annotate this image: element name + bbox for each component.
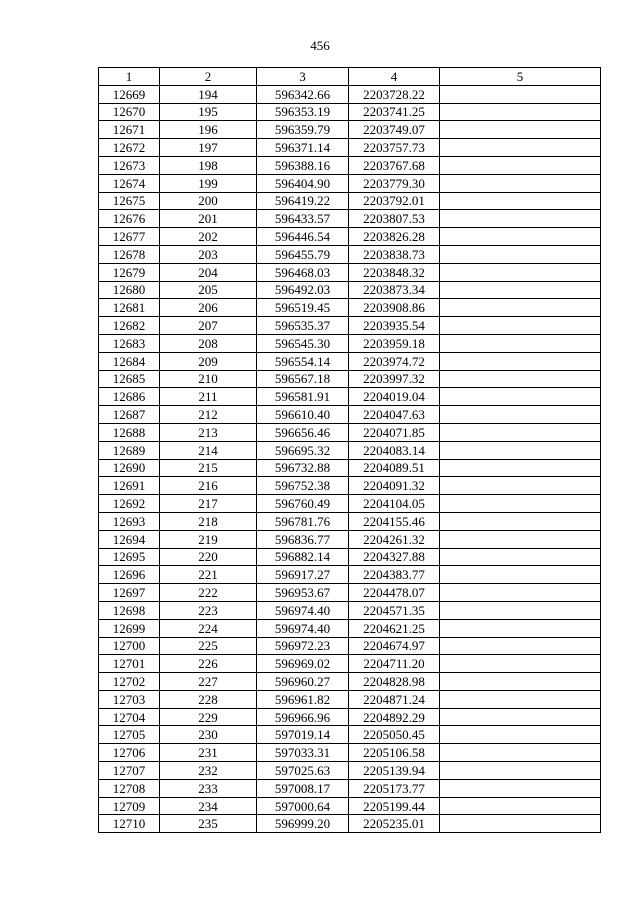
point-number-cell: 216 xyxy=(160,477,257,495)
table-row xyxy=(99,655,601,673)
point-id-cell: 12696 xyxy=(99,566,160,584)
point-number-cell: 215 xyxy=(160,459,257,477)
point-number-cell: 231 xyxy=(160,744,257,762)
x-coordinate-cell: 596371.14 xyxy=(257,139,349,157)
column-header-5: 5 xyxy=(440,68,601,86)
table-row xyxy=(99,441,601,459)
point-number-cell: 211 xyxy=(160,388,257,406)
note-cell xyxy=(440,263,601,281)
note-cell xyxy=(440,530,601,548)
note-cell xyxy=(440,299,601,317)
table-row xyxy=(99,673,601,691)
x-coordinate-cell: 596359.79 xyxy=(257,121,349,139)
x-coordinate-cell: 596917.27 xyxy=(257,566,349,584)
y-coordinate-cell: 2204892.29 xyxy=(349,708,440,726)
x-coordinate-cell: 596966.96 xyxy=(257,708,349,726)
point-id-cell: 12682 xyxy=(99,317,160,335)
x-coordinate-cell: 596610.40 xyxy=(257,406,349,424)
point-id-cell: 12685 xyxy=(99,370,160,388)
point-id-cell: 12671 xyxy=(99,121,160,139)
point-number-cell: 229 xyxy=(160,708,257,726)
note-cell xyxy=(440,726,601,744)
note-cell xyxy=(440,690,601,708)
table-row xyxy=(99,228,601,246)
y-coordinate-cell: 2204828.98 xyxy=(349,673,440,691)
y-coordinate-cell: 2203779.30 xyxy=(349,174,440,192)
note-cell xyxy=(440,281,601,299)
x-coordinate-cell: 596581.91 xyxy=(257,388,349,406)
table-row xyxy=(99,779,601,797)
table-row xyxy=(99,103,601,121)
x-coordinate-cell: 596836.77 xyxy=(257,530,349,548)
note-cell xyxy=(440,815,601,833)
x-coordinate-cell: 596545.30 xyxy=(257,334,349,352)
y-coordinate-cell: 2204071.85 xyxy=(349,423,440,441)
point-number-cell: 221 xyxy=(160,566,257,584)
point-id-cell: 12707 xyxy=(99,762,160,780)
table-row xyxy=(99,548,601,566)
x-coordinate-cell: 596752.38 xyxy=(257,477,349,495)
note-cell xyxy=(440,210,601,228)
note-cell xyxy=(440,156,601,174)
x-coordinate-cell: 596455.79 xyxy=(257,245,349,263)
point-number-cell: 234 xyxy=(160,797,257,815)
y-coordinate-cell: 2204083.14 xyxy=(349,441,440,459)
note-cell xyxy=(440,121,601,139)
y-coordinate-cell: 2203908.86 xyxy=(349,299,440,317)
table-row xyxy=(99,334,601,352)
note-cell xyxy=(440,619,601,637)
point-number-cell: 208 xyxy=(160,334,257,352)
y-coordinate-cell: 2203728.22 xyxy=(349,85,440,103)
point-number-cell: 220 xyxy=(160,548,257,566)
point-number-cell: 210 xyxy=(160,370,257,388)
point-number-cell: 232 xyxy=(160,762,257,780)
page-number: 456 xyxy=(310,38,330,53)
column-header-1: 1 xyxy=(99,68,160,86)
point-number-cell: 219 xyxy=(160,530,257,548)
table-row xyxy=(99,85,601,103)
point-id-cell: 12678 xyxy=(99,245,160,263)
y-coordinate-cell: 2205050.45 xyxy=(349,726,440,744)
x-coordinate-cell: 596972.23 xyxy=(257,637,349,655)
x-coordinate-cell: 596468.03 xyxy=(257,263,349,281)
point-id-cell: 12695 xyxy=(99,548,160,566)
note-cell xyxy=(440,406,601,424)
table-row xyxy=(99,584,601,602)
note-cell xyxy=(440,103,601,121)
point-id-cell: 12697 xyxy=(99,584,160,602)
y-coordinate-cell: 2203792.01 xyxy=(349,192,440,210)
note-cell xyxy=(440,370,601,388)
point-number-cell: 198 xyxy=(160,156,257,174)
point-id-cell: 12677 xyxy=(99,228,160,246)
x-coordinate-cell: 597025.63 xyxy=(257,762,349,780)
point-number-cell: 226 xyxy=(160,655,257,673)
x-coordinate-cell: 596656.46 xyxy=(257,423,349,441)
y-coordinate-cell: 2203749.07 xyxy=(349,121,440,139)
note-cell xyxy=(440,388,601,406)
point-id-cell: 12681 xyxy=(99,299,160,317)
x-coordinate-cell: 596999.20 xyxy=(257,815,349,833)
note-cell xyxy=(440,548,601,566)
point-number-cell: 235 xyxy=(160,815,257,833)
point-number-cell: 194 xyxy=(160,85,257,103)
table-row xyxy=(99,690,601,708)
point-number-cell: 200 xyxy=(160,192,257,210)
note-cell xyxy=(440,352,601,370)
table-row xyxy=(99,423,601,441)
note-cell xyxy=(440,334,601,352)
y-coordinate-cell: 2204674.97 xyxy=(349,637,440,655)
point-number-cell: 199 xyxy=(160,174,257,192)
point-number-cell: 204 xyxy=(160,263,257,281)
point-id-cell: 12672 xyxy=(99,139,160,157)
coordinates-table xyxy=(98,67,601,833)
x-coordinate-cell: 596404.90 xyxy=(257,174,349,192)
table-row xyxy=(99,263,601,281)
point-id-cell: 12691 xyxy=(99,477,160,495)
x-coordinate-cell: 597000.64 xyxy=(257,797,349,815)
x-coordinate-cell: 596974.40 xyxy=(257,619,349,637)
table-row xyxy=(99,726,601,744)
note-cell xyxy=(440,779,601,797)
x-coordinate-cell: 596760.49 xyxy=(257,495,349,513)
point-number-cell: 233 xyxy=(160,779,257,797)
point-id-cell: 12669 xyxy=(99,85,160,103)
point-id-cell: 12709 xyxy=(99,797,160,815)
y-coordinate-cell: 2204327.88 xyxy=(349,548,440,566)
table-row xyxy=(99,370,601,388)
table-row xyxy=(99,352,601,370)
point-number-cell: 206 xyxy=(160,299,257,317)
point-id-cell: 12673 xyxy=(99,156,160,174)
x-coordinate-cell: 596969.02 xyxy=(257,655,349,673)
x-coordinate-cell: 596695.32 xyxy=(257,441,349,459)
note-cell xyxy=(440,85,601,103)
point-id-cell: 12675 xyxy=(99,192,160,210)
point-id-cell: 12689 xyxy=(99,441,160,459)
y-coordinate-cell: 2203848.32 xyxy=(349,263,440,281)
point-id-cell: 12704 xyxy=(99,708,160,726)
point-number-cell: 214 xyxy=(160,441,257,459)
table-row xyxy=(99,121,601,139)
table-row xyxy=(99,156,601,174)
table-row xyxy=(99,477,601,495)
point-number-cell: 230 xyxy=(160,726,257,744)
table-row xyxy=(99,495,601,513)
point-number-cell: 228 xyxy=(160,690,257,708)
x-coordinate-cell: 596492.03 xyxy=(257,281,349,299)
x-coordinate-cell: 596974.40 xyxy=(257,601,349,619)
point-id-cell: 12698 xyxy=(99,601,160,619)
point-number-cell: 203 xyxy=(160,245,257,263)
table-row xyxy=(99,619,601,637)
note-cell xyxy=(440,139,601,157)
note-cell xyxy=(440,637,601,655)
y-coordinate-cell: 2203959.18 xyxy=(349,334,440,352)
y-coordinate-cell: 2204383.77 xyxy=(349,566,440,584)
point-id-cell: 12700 xyxy=(99,637,160,655)
point-id-cell: 12684 xyxy=(99,352,160,370)
note-cell xyxy=(440,228,601,246)
table-row xyxy=(99,637,601,655)
point-number-cell: 209 xyxy=(160,352,257,370)
x-coordinate-cell: 596567.18 xyxy=(257,370,349,388)
note-cell xyxy=(440,317,601,335)
x-coordinate-cell: 597008.17 xyxy=(257,779,349,797)
note-cell xyxy=(440,477,601,495)
y-coordinate-cell: 2203838.73 xyxy=(349,245,440,263)
point-id-cell: 12680 xyxy=(99,281,160,299)
point-number-cell: 224 xyxy=(160,619,257,637)
point-id-cell: 12706 xyxy=(99,744,160,762)
x-coordinate-cell: 597019.14 xyxy=(257,726,349,744)
y-coordinate-cell: 2204104.05 xyxy=(349,495,440,513)
table-row xyxy=(99,530,601,548)
x-coordinate-cell: 596554.14 xyxy=(257,352,349,370)
x-coordinate-cell: 596342.66 xyxy=(257,85,349,103)
point-id-cell: 12702 xyxy=(99,673,160,691)
point-id-cell: 12688 xyxy=(99,423,160,441)
point-number-cell: 202 xyxy=(160,228,257,246)
note-cell xyxy=(440,245,601,263)
x-coordinate-cell: 596433.57 xyxy=(257,210,349,228)
x-coordinate-cell: 596781.76 xyxy=(257,512,349,530)
point-number-cell: 223 xyxy=(160,601,257,619)
point-id-cell: 12708 xyxy=(99,779,160,797)
note-cell xyxy=(440,174,601,192)
y-coordinate-cell: 2203974.72 xyxy=(349,352,440,370)
x-coordinate-cell: 596535.37 xyxy=(257,317,349,335)
note-cell xyxy=(440,708,601,726)
y-coordinate-cell: 2204478.07 xyxy=(349,584,440,602)
table-row xyxy=(99,406,601,424)
y-coordinate-cell: 2204711.20 xyxy=(349,655,440,673)
table-body xyxy=(99,85,601,832)
y-coordinate-cell: 2204871.24 xyxy=(349,690,440,708)
note-cell xyxy=(440,762,601,780)
point-id-cell: 12676 xyxy=(99,210,160,228)
note-cell xyxy=(440,423,601,441)
note-cell xyxy=(440,673,601,691)
point-id-cell: 12705 xyxy=(99,726,160,744)
table-header-row xyxy=(99,68,601,86)
y-coordinate-cell: 2203997.32 xyxy=(349,370,440,388)
table-row xyxy=(99,317,601,335)
y-coordinate-cell: 2203767.68 xyxy=(349,156,440,174)
note-cell xyxy=(440,744,601,762)
table-row xyxy=(99,512,601,530)
table-row xyxy=(99,762,601,780)
x-coordinate-cell: 596960.27 xyxy=(257,673,349,691)
table-row xyxy=(99,815,601,833)
note-cell xyxy=(440,797,601,815)
note-cell xyxy=(440,655,601,673)
y-coordinate-cell: 2204621.25 xyxy=(349,619,440,637)
note-cell xyxy=(440,601,601,619)
y-coordinate-cell: 2204047.63 xyxy=(349,406,440,424)
note-cell xyxy=(440,459,601,477)
note-cell xyxy=(440,584,601,602)
point-id-cell: 12699 xyxy=(99,619,160,637)
y-coordinate-cell: 2205139.94 xyxy=(349,762,440,780)
point-id-cell: 12670 xyxy=(99,103,160,121)
column-header-2: 2 xyxy=(160,68,257,86)
table-row xyxy=(99,744,601,762)
table-row xyxy=(99,566,601,584)
table-row xyxy=(99,299,601,317)
point-number-cell: 218 xyxy=(160,512,257,530)
y-coordinate-cell: 2203757.73 xyxy=(349,139,440,157)
point-number-cell: 212 xyxy=(160,406,257,424)
table-row xyxy=(99,192,601,210)
note-cell xyxy=(440,495,601,513)
point-id-cell: 12693 xyxy=(99,512,160,530)
x-coordinate-cell: 596953.67 xyxy=(257,584,349,602)
point-number-cell: 201 xyxy=(160,210,257,228)
x-coordinate-cell: 596353.19 xyxy=(257,103,349,121)
point-id-cell: 12701 xyxy=(99,655,160,673)
x-coordinate-cell: 596732.88 xyxy=(257,459,349,477)
point-number-cell: 217 xyxy=(160,495,257,513)
table-row xyxy=(99,388,601,406)
point-number-cell: 205 xyxy=(160,281,257,299)
note-cell xyxy=(440,512,601,530)
x-coordinate-cell: 597033.31 xyxy=(257,744,349,762)
y-coordinate-cell: 2204571.35 xyxy=(349,601,440,619)
column-header-3: 3 xyxy=(257,68,349,86)
point-number-cell: 196 xyxy=(160,121,257,139)
point-number-cell: 213 xyxy=(160,423,257,441)
y-coordinate-cell: 2203741.25 xyxy=(349,103,440,121)
point-number-cell: 195 xyxy=(160,103,257,121)
y-coordinate-cell: 2204089.51 xyxy=(349,459,440,477)
point-id-cell: 12679 xyxy=(99,263,160,281)
y-coordinate-cell: 2203873.34 xyxy=(349,281,440,299)
note-cell xyxy=(440,192,601,210)
x-coordinate-cell: 596882.14 xyxy=(257,548,349,566)
point-number-cell: 222 xyxy=(160,584,257,602)
point-id-cell: 12683 xyxy=(99,334,160,352)
y-coordinate-cell: 2204091.32 xyxy=(349,477,440,495)
x-coordinate-cell: 596961.82 xyxy=(257,690,349,708)
x-coordinate-cell: 596519.45 xyxy=(257,299,349,317)
table-row xyxy=(99,708,601,726)
point-number-cell: 207 xyxy=(160,317,257,335)
x-coordinate-cell: 596388.16 xyxy=(257,156,349,174)
y-coordinate-cell: 2205106.58 xyxy=(349,744,440,762)
y-coordinate-cell: 2205199.44 xyxy=(349,797,440,815)
note-cell xyxy=(440,566,601,584)
table-row xyxy=(99,245,601,263)
table-row xyxy=(99,797,601,815)
table-row xyxy=(99,459,601,477)
x-coordinate-cell: 596446.54 xyxy=(257,228,349,246)
point-id-cell: 12694 xyxy=(99,530,160,548)
table-row xyxy=(99,601,601,619)
y-coordinate-cell: 2205173.77 xyxy=(349,779,440,797)
y-coordinate-cell: 2204155.46 xyxy=(349,512,440,530)
point-number-cell: 227 xyxy=(160,673,257,691)
x-coordinate-cell: 596419.22 xyxy=(257,192,349,210)
point-id-cell: 12692 xyxy=(99,495,160,513)
point-id-cell: 12690 xyxy=(99,459,160,477)
point-id-cell: 12674 xyxy=(99,174,160,192)
table-row xyxy=(99,174,601,192)
y-coordinate-cell: 2203826.28 xyxy=(349,228,440,246)
point-id-cell: 12687 xyxy=(99,406,160,424)
y-coordinate-cell: 2204019.04 xyxy=(349,388,440,406)
y-coordinate-cell: 2203935.54 xyxy=(349,317,440,335)
column-header-4: 4 xyxy=(349,68,440,86)
point-id-cell: 12710 xyxy=(99,815,160,833)
table-row xyxy=(99,281,601,299)
y-coordinate-cell: 2205235.01 xyxy=(349,815,440,833)
y-coordinate-cell: 2203807.53 xyxy=(349,210,440,228)
point-number-cell: 225 xyxy=(160,637,257,655)
point-id-cell: 12686 xyxy=(99,388,160,406)
note-cell xyxy=(440,441,601,459)
point-number-cell: 197 xyxy=(160,139,257,157)
table-row xyxy=(99,139,601,157)
table-row xyxy=(99,210,601,228)
point-id-cell: 12703 xyxy=(99,690,160,708)
y-coordinate-cell: 2204261.32 xyxy=(349,530,440,548)
